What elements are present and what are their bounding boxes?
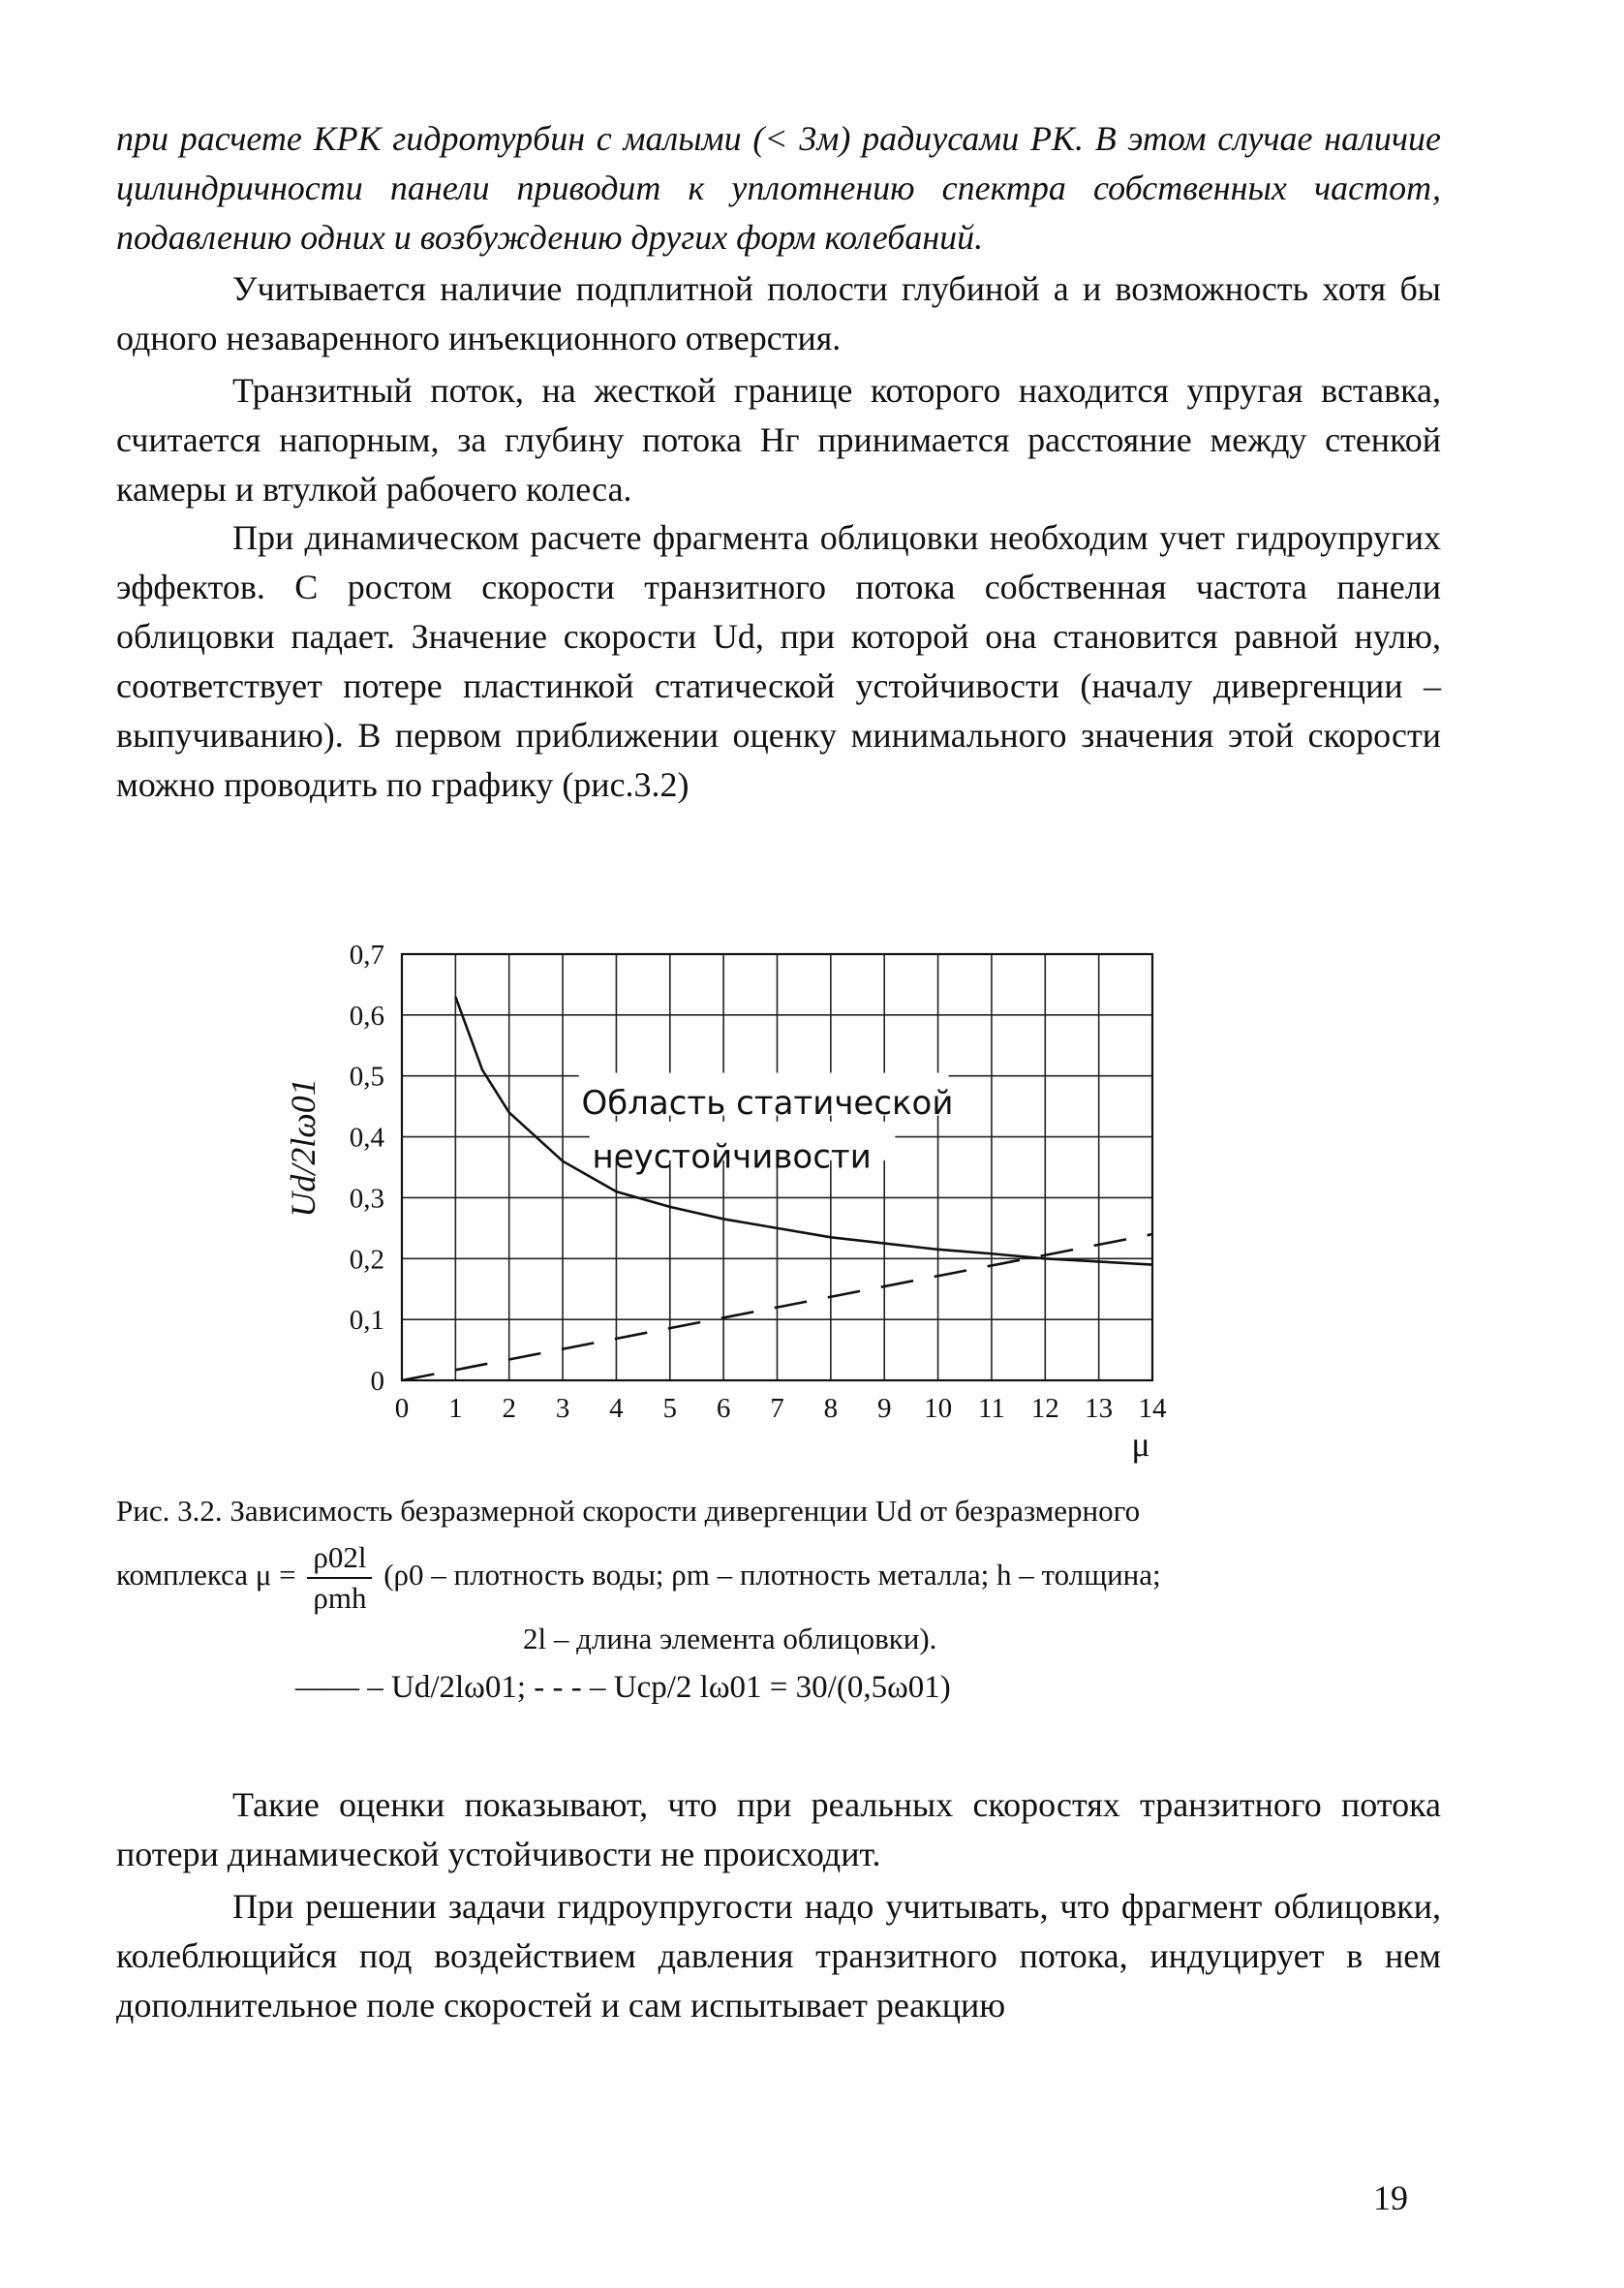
y-tick-label: 0,6: [349, 1000, 384, 1032]
x-tick-label: 13: [1085, 1393, 1114, 1424]
x-tick-label: 4: [609, 1393, 624, 1424]
mu-fraction: [307, 1538, 372, 1618]
x-tick-label: 11: [977, 1393, 1005, 1424]
mu-fraction-numerator: ρ02l: [307, 1538, 372, 1579]
x-tick-label: 12: [1030, 1393, 1059, 1424]
x-tick-label: 8: [823, 1393, 839, 1424]
x-axis-label: μ: [1131, 1425, 1150, 1464]
figure-caption-line1: Рис. 3.2. Зависимость безразмерной скорости дивергенции Ud от безразмерного: [116, 1494, 1141, 1528]
paragraph-2: Учитывается наличие подплитной полости глубиной a и возможность хотя бы одного незаваренного инъекционного отверстия.: [116, 269, 1441, 357]
x-tick-label: 2: [502, 1393, 516, 1424]
y-tick-label: 0,3: [349, 1183, 384, 1215]
chart-svg: [271, 925, 1181, 1468]
page-number: 19: [1373, 2179, 1408, 2217]
y-tick-label: 0,7: [349, 940, 384, 971]
x-tick-label: 14: [1138, 1393, 1167, 1424]
figure-caption-line2: [116, 1538, 1441, 1618]
x-tick-label: 10: [924, 1393, 953, 1424]
x-tick-label: 5: [662, 1393, 678, 1424]
y-tick-label: 0,1: [349, 1305, 384, 1337]
caption-mu-suffix: (ρ0 – плотность воды; ρm – плотность металла; h – толщина;: [383, 1558, 1161, 1592]
y-tick-label: 0: [370, 1366, 384, 1397]
y-tick-label: 0,4: [349, 1122, 384, 1154]
paragraph-3: Транзитный поток, на жесткой границе которого находится упругая вставка, считается напорным, за глубину потока Hг принимается расстояние между стенкой камеры и втулкой рабочего колеса.: [116, 371, 1441, 509]
caption-mu-prefix: комплекса μ =: [116, 1558, 296, 1592]
x-tick-label: 7: [770, 1393, 784, 1424]
annotation-line-2: неустойчивости: [592, 1137, 872, 1177]
x-tick-label: 1: [448, 1393, 463, 1424]
y-axis-label: Ud/2lω01: [284, 1078, 322, 1218]
figure-caption-line3: 2l – длина элемента облицовки).: [523, 1622, 937, 1655]
y-tick-label: 0,2: [349, 1244, 384, 1276]
x-tick-label: 9: [876, 1393, 892, 1424]
paragraph-1: при расчете КРК гидротурбин с малыми (< 3м) радиусами РК. В этом случае наличие цилиндричности панели приводит к уплотнению спектра собственных частот, подавлению одних и возбуждению других форм колебаний.: [116, 119, 1441, 257]
paragraph-5: Такие оценки показывают, что при реальных скоростях транзитного потока потери динамической устойчивости не происходит.: [116, 1785, 1441, 1873]
x-tick-label: 0: [394, 1393, 410, 1424]
paragraph-4: При динамическом расчете фрагмента облицовки необходим учет гидроупругих эффектов. С ростом скорости транзитного потока собственная частота панели облицовки падает. Значение скорости Ud, при которой она становится равной нулю, соответствует потере пластинкой статической устойчивости (началу дивергенции – выпучиванию). В первом приближении оценку минимального значения этой скорости можно проводить по графику (рис.3.2): [116, 518, 1441, 804]
mu-fraction-denominator: ρmh: [313, 1581, 367, 1615]
figure-caption-legend: —— – Ud/2lω01; - - - – Uср/2 lω01 = 30/(0,5ω01): [295, 1670, 951, 1705]
paragraph-6: При решении задачи гидроупругости надо учитывать, что фрагмент облицовки, колеблющийся под воздействием давления транзитного потока, индуцирует в нем дополнительное поле скоростей и сам испытывает реакцию: [116, 1887, 1441, 2025]
figure-chart: [271, 925, 1181, 1468]
y-tick-label: 0,5: [349, 1061, 384, 1093]
x-tick-label: 6: [716, 1393, 731, 1424]
annotation-line-1: Область статической: [581, 1083, 954, 1123]
x-tick-label: 3: [555, 1393, 570, 1424]
